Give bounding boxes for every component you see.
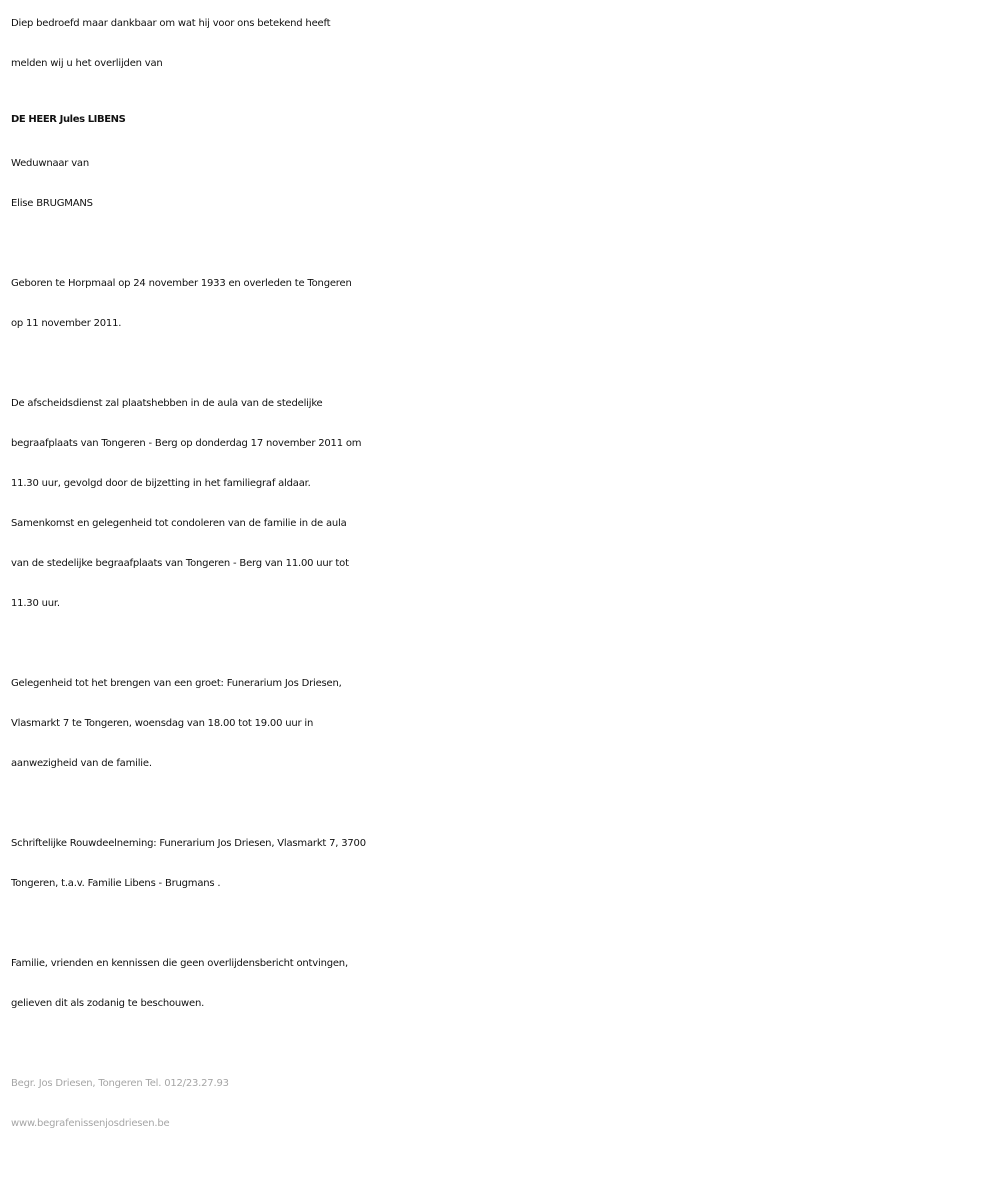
service-line: 11.30 uur.: [11, 598, 60, 609]
spacer: [11, 784, 996, 824]
condolence-paragraph: [11, 824, 996, 904]
condolence-line: Tongeren, t.a.v. Familie Libens - Brugmans .: [11, 878, 221, 889]
service-line: 11.30 uur, gevolgd door de bijzetting in het familiegraf aldaar.: [11, 478, 311, 489]
visitation-line: Gelegenheid tot het brengen van een groet: Funerarium Jos Driesen,: [11, 678, 342, 689]
birth-death-line: op 11 november 2011.: [11, 318, 122, 329]
spouse-line: Weduwnaar van: [11, 158, 89, 169]
spouse-line: Elise BRUGMANS: [11, 198, 93, 209]
condolence-line: Schriftelijke Rouwdeelneming: Funerarium Jos Driesen, Vlasmarkt 7, 3700: [11, 838, 366, 849]
service-paragraph: [11, 384, 996, 624]
visitation-line: aanwezigheid van de familie.: [11, 758, 152, 769]
spacer: [11, 624, 996, 664]
intro-paragraph: [11, 4, 996, 84]
intro-line: melden wij u het overlijden van: [11, 58, 163, 69]
visitation-line: Vlasmarkt 7 te Tongeren, woensdag van 18.00 tot 19.00 uur in: [11, 718, 314, 729]
spacer: [11, 344, 996, 384]
birth-death-line: Geboren te Horpmaal op 24 november 1933 en overleden te Tongeren: [11, 278, 352, 289]
deceased-name: DE HEER Jules LIBENS: [11, 114, 126, 125]
service-line: Samenkomst en gelegenheid tot condoleren van de familie in de aula: [11, 518, 347, 529]
footer-contact: Begr. Jos Driesen, Tongeren Tel. 012/23.27.93: [11, 1078, 229, 1089]
birth-death-paragraph: [11, 264, 996, 344]
spacer: [11, 224, 996, 264]
intro-line: Diep bedroefd maar dankbaar om wat hij voor ons betekend heeft: [11, 18, 331, 29]
footer-website: www.begrafenissenjosdriesen.be: [11, 1118, 170, 1129]
visitation-paragraph: [11, 664, 996, 784]
service-line: van de stedelijke begraafplaats van Tongeren - Berg van 11.00 uur tot: [11, 558, 349, 569]
spouse-block: [11, 144, 996, 224]
service-line: begraafplaats van Tongeren - Berg op donderdag 17 november 2011 om: [11, 438, 362, 449]
notice-paragraph: [11, 944, 996, 1024]
obituary-notice: [11, 4, 996, 1144]
notice-line: gelieven dit als zodanig te beschouwen.: [11, 998, 205, 1009]
service-line: De afscheidsdienst zal plaatshebben in de aula van de stedelijke: [11, 398, 323, 409]
spacer: [11, 1024, 996, 1064]
notice-line: Familie, vrienden en kennissen die geen overlijdensbericht ontvingen,: [11, 958, 348, 969]
funeral-home-footer: [11, 1064, 996, 1144]
spacer: [11, 904, 996, 944]
